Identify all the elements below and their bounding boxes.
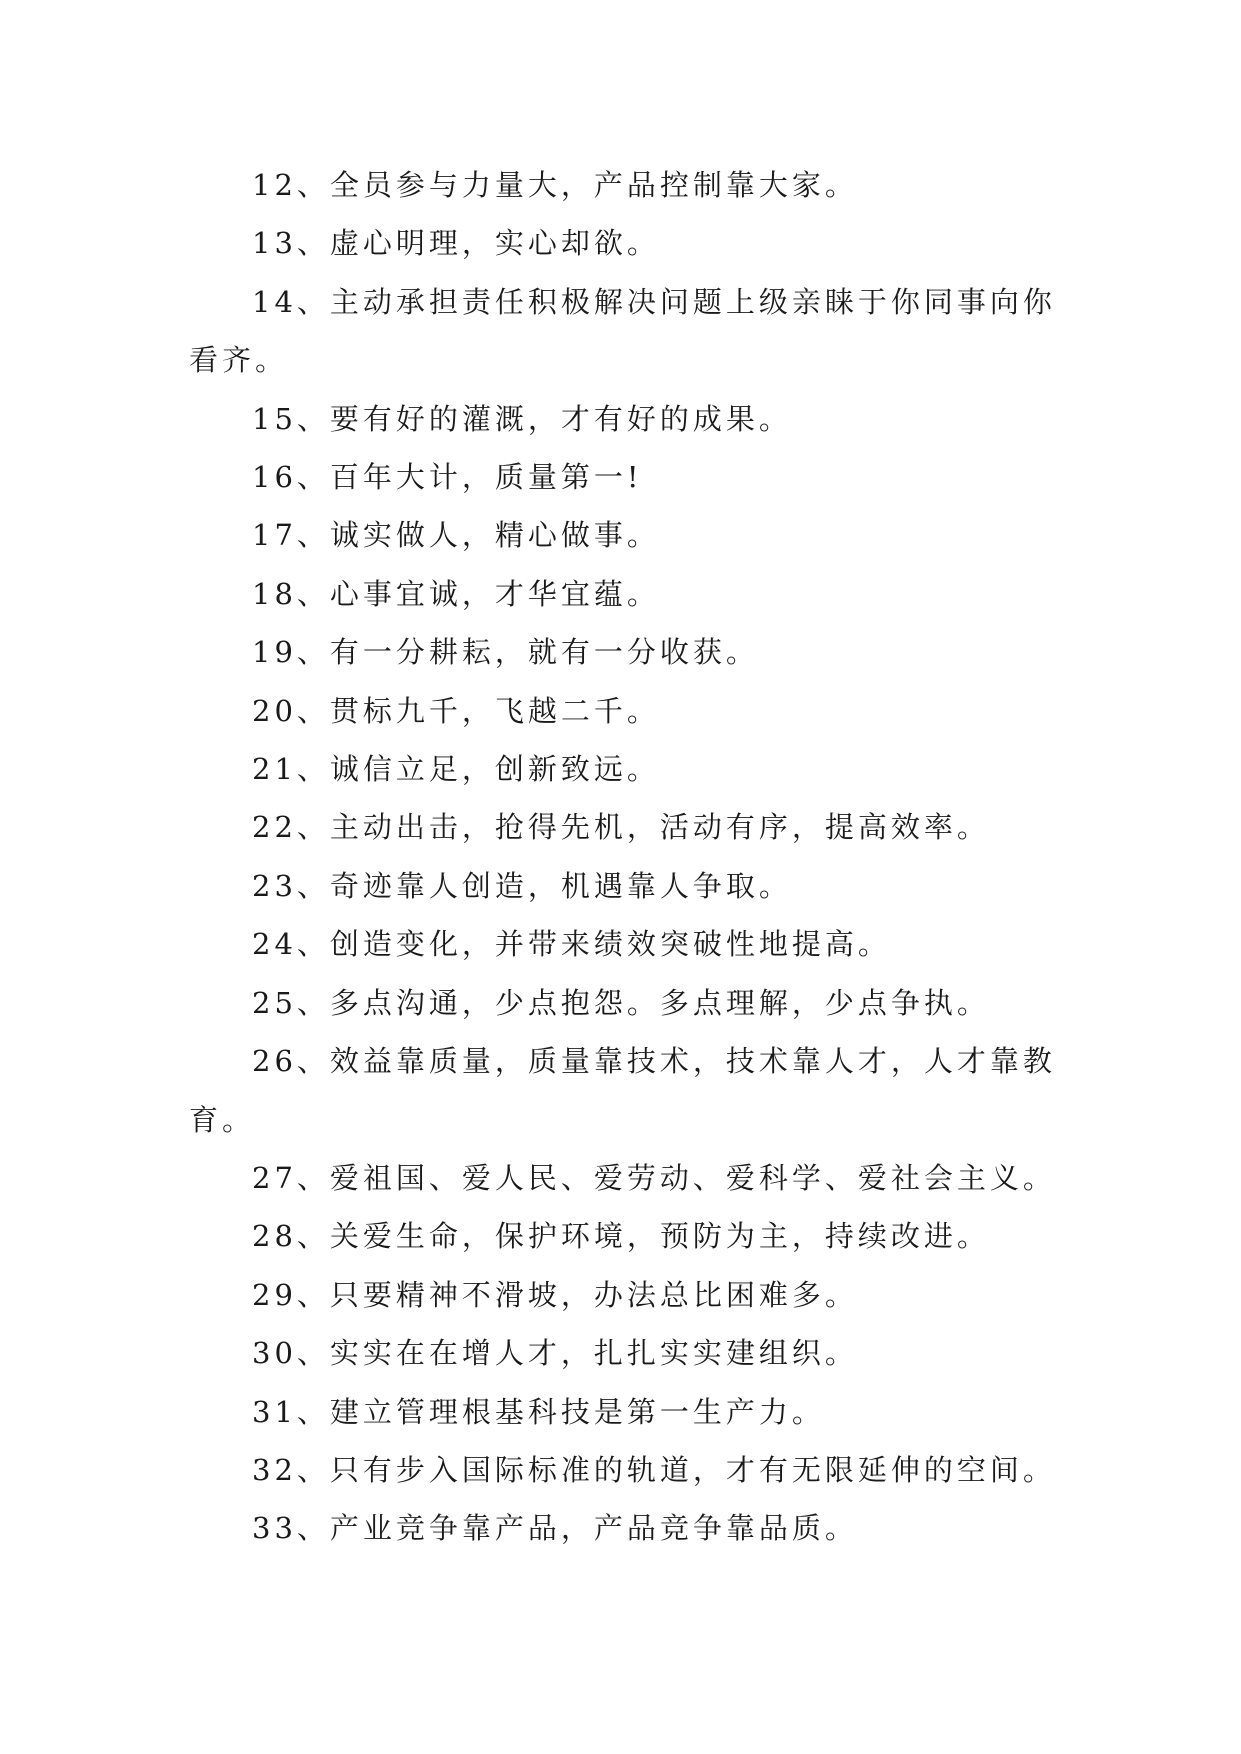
paragraph-25: 25、多点沟通，少点抱怨。多点理解，少点争执。 <box>252 985 990 1020</box>
document-body <box>189 156 1059 1558</box>
paragraph-31: 31、建立管理根基科技是第一生产力。 <box>252 1394 825 1429</box>
paragraph-16: 16、百年大计，质量第一! <box>252 460 643 495</box>
paragraph-30: 30、实实在在增人才，扎扎实实建组织。 <box>252 1336 858 1371</box>
paragraph-12: 12、全员参与力量大，产品控制靠大家。 <box>252 168 858 202</box>
paragraph-21: 21、诚信立足，创新致远。 <box>252 752 660 787</box>
paragraph-13: 13、虚心明理，实心却欲。 <box>252 226 660 261</box>
paragraph-32: 32、只有步入国际标准的轨道，才有无限延伸的空间。 <box>252 1452 1056 1487</box>
paragraph-27: 27、爱祖国、爱人民、爱劳动、爱科学、爱社会主义。 <box>252 1160 1056 1195</box>
paragraph-28: 28、关爱生命，保护环境，预防为主，持续改进。 <box>252 1219 990 1254</box>
paragraph-17: 17、诚实做人，精心做事。 <box>252 518 660 553</box>
paragraph-14: 14、主动承担责任积极解决问题上级亲睐于你同事向你看齐。 <box>189 284 1056 378</box>
paragraph-29: 29、只要精神不滑坡，办法总比困难多。 <box>252 1277 858 1312</box>
paragraph-26: 26、效益靠质量，质量靠技术，技术靠人才，人才靠教育。 <box>189 1044 1056 1137</box>
paragraph-19: 19、有一分耕耘，就有一分收获。 <box>252 635 759 670</box>
paragraph-24: 24、创造变化，并带来绩效突破性地提高。 <box>252 927 891 962</box>
paragraph-22: 22、主动出击，抢得先机，活动有序，提高效率。 <box>252 810 990 845</box>
paragraph-33: 33、产业竞争靠产品，产品竞争靠品质。 <box>252 1511 858 1546</box>
paragraph-15: 15、要有好的灌溉，才有好的成果。 <box>252 401 792 436</box>
paragraph-20: 20、贯标九千，飞越二千。 <box>252 693 660 728</box>
paragraph-18: 18、心事宜诚，才华宜蕴。 <box>252 576 660 611</box>
paragraph-23: 23、奇迹靠人创造，机遇靠人争取。 <box>252 868 792 903</box>
